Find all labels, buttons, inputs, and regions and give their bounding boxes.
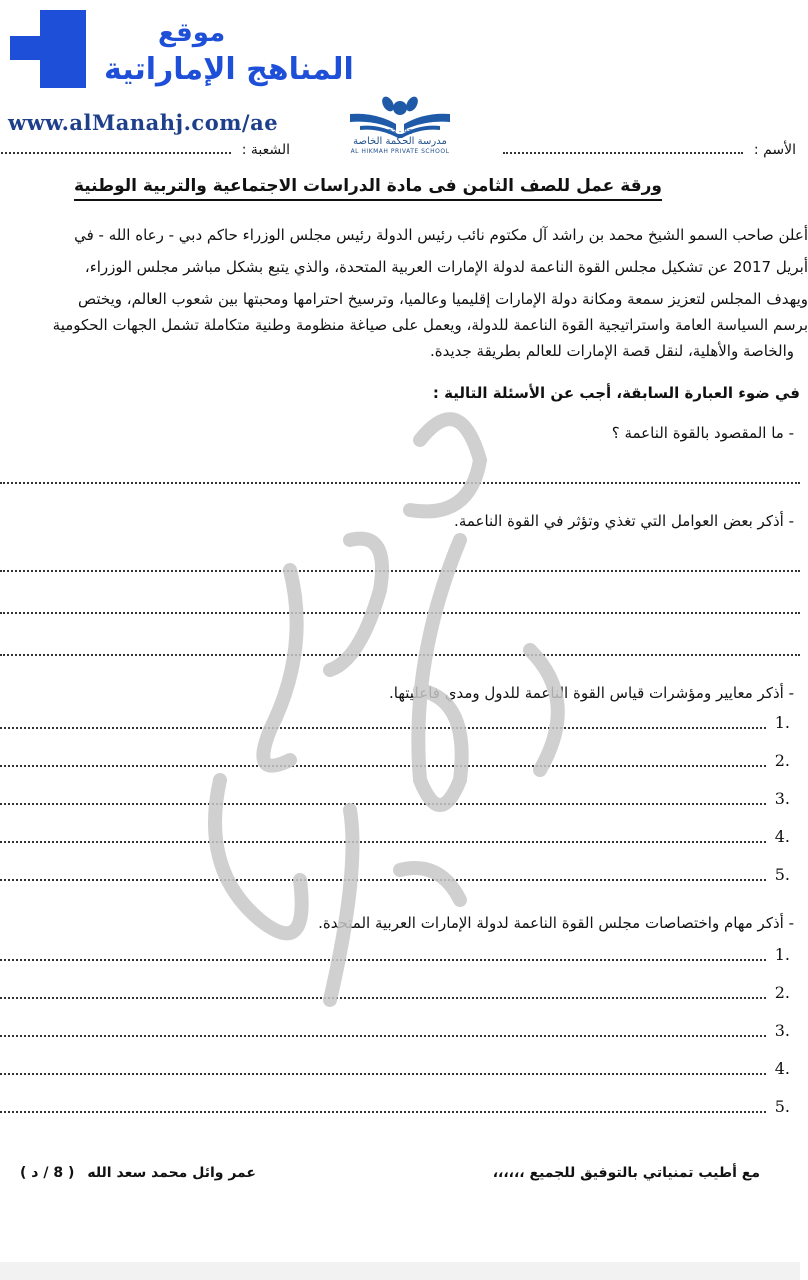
answer-line[interactable] xyxy=(0,654,800,656)
school-name-ar: مدرسة الحكمة الخاصة xyxy=(353,136,447,147)
list-number: 1. xyxy=(774,945,790,964)
site-url: www.alManahj.com/ae xyxy=(8,110,279,135)
question-2: - أذكر بعض العوامل التي تغذي وتؤثر في القوة الناعمة. xyxy=(454,512,794,530)
name-field[interactable] xyxy=(503,142,796,158)
paragraph-line: أعلن صاحب السمو الشيخ محمد بن راشد آل مكتوم نائب رئيس الدولة رئيس مجلس الوزراء حاكم دبي - رعاه الله - في xyxy=(74,226,808,244)
answer-row[interactable] xyxy=(0,1020,790,1040)
list-number: 2. xyxy=(774,751,790,770)
question-4: - أذكر مهام واختصاصات مجلس القوة الناعمة لدولة الإمارات العربية المتحدة. xyxy=(318,914,794,932)
paragraph-line: ويهدف المجلس لتعزيز سمعة ومكانة دولة الإمارات إقليميا وعالميا، وترسيخ احترامها ومحبتها بين شعوب العالم، ويختص xyxy=(78,290,808,308)
logo-block xyxy=(40,10,86,36)
logo-block xyxy=(10,36,86,60)
questions-heading: في ضوء العبارة السابقة، أجب عن الأسئلة التالية : xyxy=(432,384,800,402)
answer-line[interactable] xyxy=(0,612,800,614)
worksheet-title: ورقة عمل للصف الثامن فى مادة الدراسات الاجتماعية والتربية الوطنية xyxy=(74,176,662,201)
list-number: 4. xyxy=(774,827,790,846)
school-name-en: AL HIKMAH PRIVATE SCHOOL xyxy=(350,148,450,155)
paragraph-line: والخاصة والأهلية، لنقل قصة الإمارات للعالم بطريقة جديدة. xyxy=(429,342,794,360)
answer-line[interactable] xyxy=(0,482,800,484)
answer-row[interactable] xyxy=(0,750,790,770)
section-field[interactable] xyxy=(1,142,290,158)
footer-author: عمر وائل محمد سعد الله xyxy=(87,1165,256,1181)
question-1: - ما المقصود بالقوة الناعمة ؟ xyxy=(611,424,794,442)
footer-wish: مع أطيب تمنياتي بالتوفيق للجميع ،،،،،، xyxy=(492,1165,760,1181)
paragraph-line: أبريل 2017 عن تشكيل مجلس القوة الناعمة لدولة الإمارات العربية المتحدة، والذي يتبع بشكل مباشر مجلس الوزراء، xyxy=(84,258,808,276)
logo-block xyxy=(40,60,86,88)
list-number: 3. xyxy=(774,789,790,808)
section-label: الشعبة : xyxy=(241,142,290,158)
list-number: 5. xyxy=(774,865,790,884)
paragraph-line: برسم السياسة العامة واستراتيجية القوة الناعمة للدولة، ويعمل على صياغة منظومة وطنية متكاملة تشمل الجهات الحكومية xyxy=(52,316,808,334)
answer-row[interactable] xyxy=(0,1096,790,1116)
answer-row[interactable] xyxy=(0,944,790,964)
list-number: 2. xyxy=(774,983,790,1002)
footer-code: ( 8 / د ) xyxy=(20,1165,75,1181)
list-number: 5. xyxy=(774,1097,790,1116)
answer-row[interactable] xyxy=(0,712,790,732)
list-number: 3. xyxy=(774,1021,790,1040)
answer-row[interactable] xyxy=(0,864,790,884)
site-logo-word: موقع xyxy=(158,18,226,48)
answer-row[interactable] xyxy=(0,1058,790,1078)
school-years: 93 - 92 xyxy=(387,128,413,136)
answer-row[interactable] xyxy=(0,788,790,808)
answer-row[interactable] xyxy=(0,982,790,1002)
bottom-bar xyxy=(0,1262,800,1280)
site-logo-name: المناهج الإماراتية xyxy=(104,52,354,87)
answer-row[interactable] xyxy=(0,826,790,846)
list-number: 1. xyxy=(774,713,790,732)
question-3: - أذكر معايير ومؤشرات قياس القوة الناعمة للدول ومدي فاعليتها. xyxy=(389,684,794,702)
list-number: 4. xyxy=(774,1059,790,1078)
answer-line[interactable] xyxy=(0,570,800,572)
name-label: الأسم : xyxy=(753,142,796,158)
